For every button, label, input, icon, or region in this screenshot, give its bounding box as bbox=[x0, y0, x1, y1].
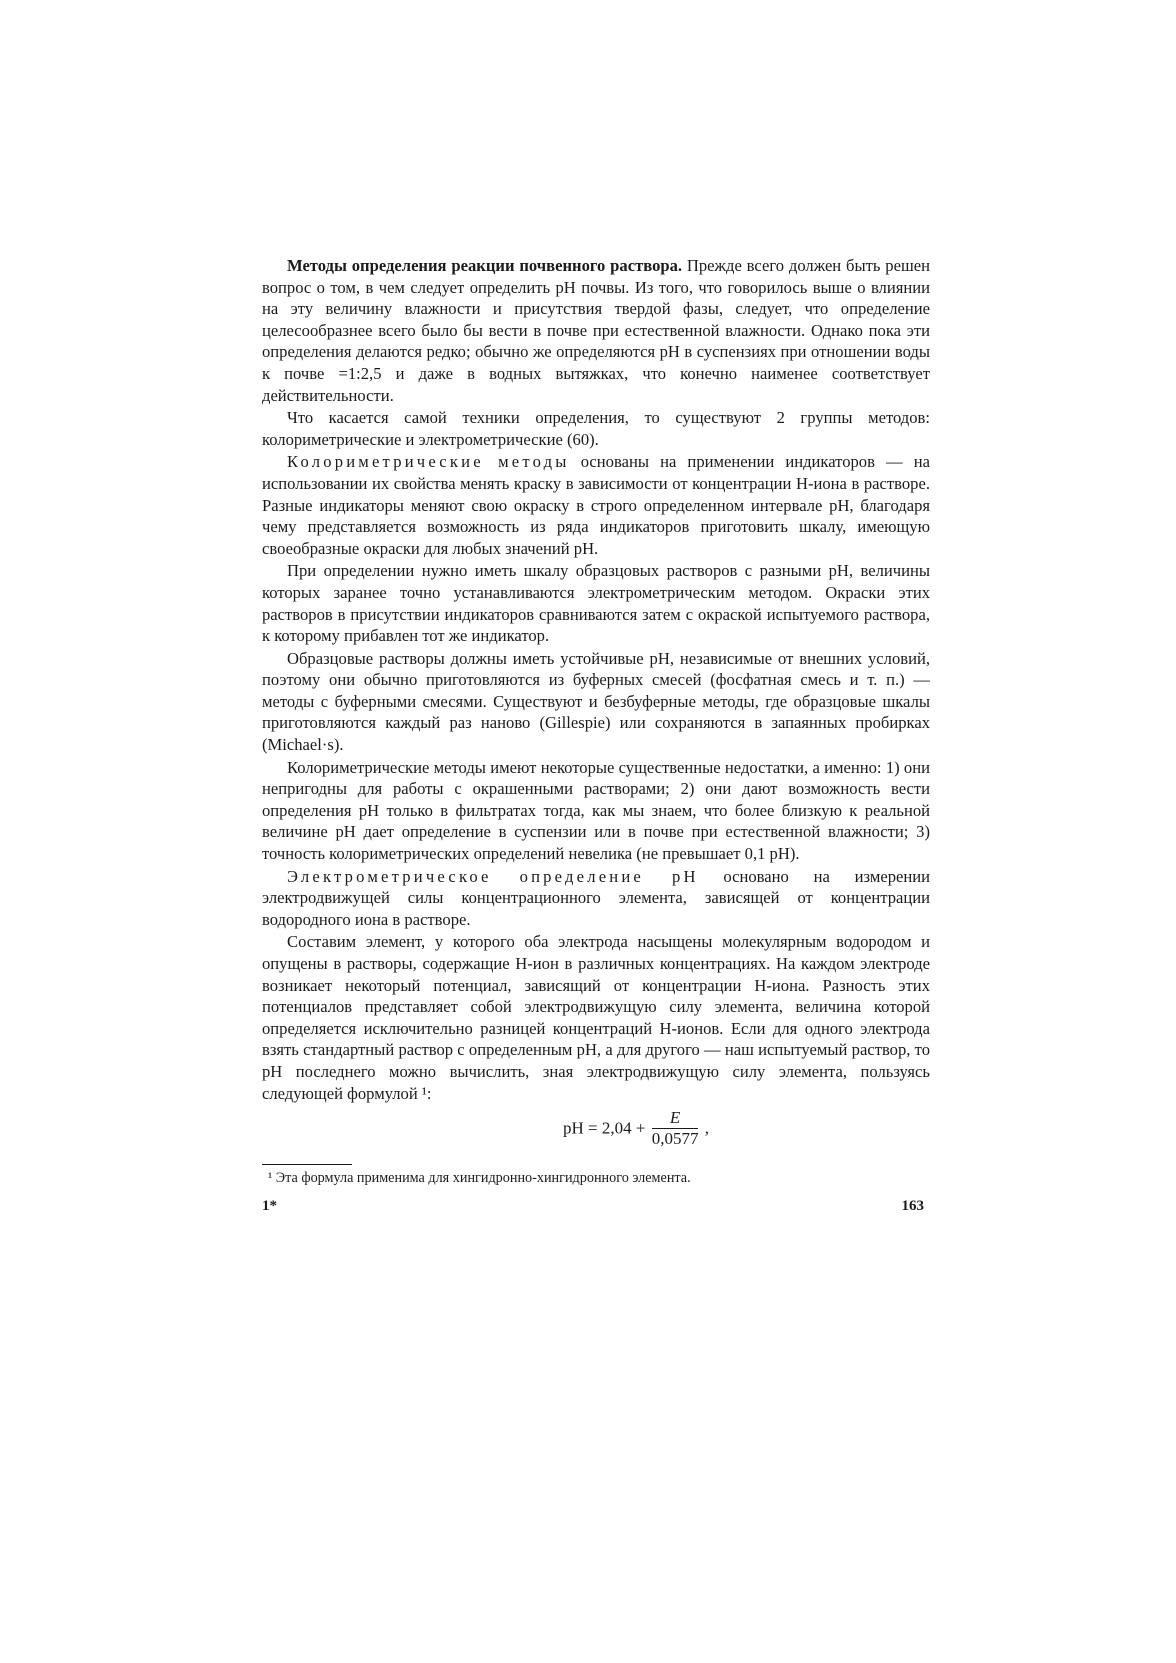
paragraph-technique bbox=[262, 407, 930, 450]
section-heading-methods: Методы определения реакции почвенного раствора. bbox=[287, 256, 683, 275]
paragraph-element bbox=[262, 931, 930, 1104]
paragraph-drawbacks bbox=[262, 757, 930, 865]
paragraph-text: Образцовые растворы должны иметь устойчивые pH, независимые от внешних условий, поэтому они обычно приготовляются из буферных смесей (фосфатная смесь и т. п.) — методы с буферными смесями. Существуют и безбуферные методы, где образцовые шкалы приготовляются каждый раз наново (Gillespie) или сохраняются в запаянных пробирках (Michael·s). bbox=[262, 648, 930, 755]
paragraph-electrometric bbox=[262, 866, 930, 931]
formula bbox=[262, 1108, 930, 1154]
formula-fraction bbox=[652, 1108, 699, 1149]
formula-numerator: E bbox=[652, 1108, 698, 1129]
formula-lhs: pH = 2,04 + bbox=[563, 1118, 646, 1138]
paragraph-text: основаны на применении индикаторов — на использовании их свойства менять краску в зависимости от концентрации Н-иона в растворе. Разные индикаторы меняют свою окраску в строго определенном интервале pH, благодаря чему представляется возможность из ряда индикаторов приготовить шкалу, имеющую своеобразные окраски для любых значений pH. bbox=[262, 452, 931, 558]
paragraph-text: Прежде всего должен быть решен вопрос о том, в чем следует определить pH почвы. Из того, что говорилось выше о влиянии на эту величину влажности и присутствия твердой фазы, следует, что определение целесообразнее всего было бы вести в почве при естественной влажности. Однако пока эти определения делаются редко; обычно же определяются pH в суспензиях при отношении воды к почве =1:2,5 и даже в водных вытяжках, что конечно наименее соответствует действительности. bbox=[262, 256, 930, 405]
page-footer bbox=[262, 1196, 930, 1220]
paragraph-colorimetric bbox=[262, 451, 930, 559]
formula-body bbox=[563, 1108, 709, 1149]
footnote: ¹ Эта формула применима для хингидронно-хингидронного элемента. bbox=[268, 1170, 691, 1187]
paragraph-scale bbox=[262, 560, 930, 646]
paragraph-text: При определении нужно иметь шкалу образцовых растворов с разными pH, величины которых заранее точно устанавливаются электрометрическим методом. Окраски этих растворов в присутствии индикаторов сравниваются затем с окраской испытуемого раствора, к которому прибавлен тот же индикатор. bbox=[262, 561, 930, 646]
paragraph-methods bbox=[262, 255, 930, 406]
page-number: 163 bbox=[901, 1198, 924, 1215]
term-electrometric-determination: Электрометрическое определение pH bbox=[287, 866, 699, 886]
page bbox=[262, 255, 930, 1220]
formula-trail: , bbox=[704, 1118, 709, 1138]
printer-signature: 1* bbox=[262, 1198, 277, 1215]
term-colorimetric-methods: Колориметрические методы bbox=[287, 452, 570, 472]
paragraph-text: основано на измерении электродвижущей силы концентрационного элемента, зависящей от концентрации водородного иона в растворе. bbox=[262, 866, 930, 929]
paragraph-text: Что касается самой техники определения, то существуют 2 группы методов: колориметрические и электрометрические (60). bbox=[262, 408, 930, 449]
footnote-divider bbox=[262, 1164, 352, 1165]
paragraph-text: Колориметрические методы имеют некоторые существенные недостатки, а именно: 1) они непригодны для работы с окрашенными растворами; 2) они дают возможность вести определения pH только в фильтратах тогда, как мы знаем, что более близкую к реальной величине pH дает определение в суспензии или в почве при естественной влажности; 3) точность колориметрических определений невелика (не превышает 0,1 pH). bbox=[262, 757, 930, 864]
paragraph-standard-solutions bbox=[262, 648, 930, 756]
formula-denominator: 0,0577 bbox=[651, 1129, 699, 1149]
paragraph-text: Составим элемент, у которого оба электрода насыщены молекулярным водородом и опущены в растворы, содержащие Н-ион в различных концентрациях. На каждом электроде возникает некоторый потенциал, зависящий от концентрации Н-иона. Разность этих потенциалов представляет собой электродвижущую силу элемента, величина которой определяется исключительно разницей концентраций Н-ионов. Если для одного электрода взять стандартный раствор с определенным pH, а для другого — наш испытуемый раствор, то pH последнего можно вычислить, зная электродвижущую силу элемента, пользуясь следующей формулой ¹: bbox=[262, 932, 930, 1103]
